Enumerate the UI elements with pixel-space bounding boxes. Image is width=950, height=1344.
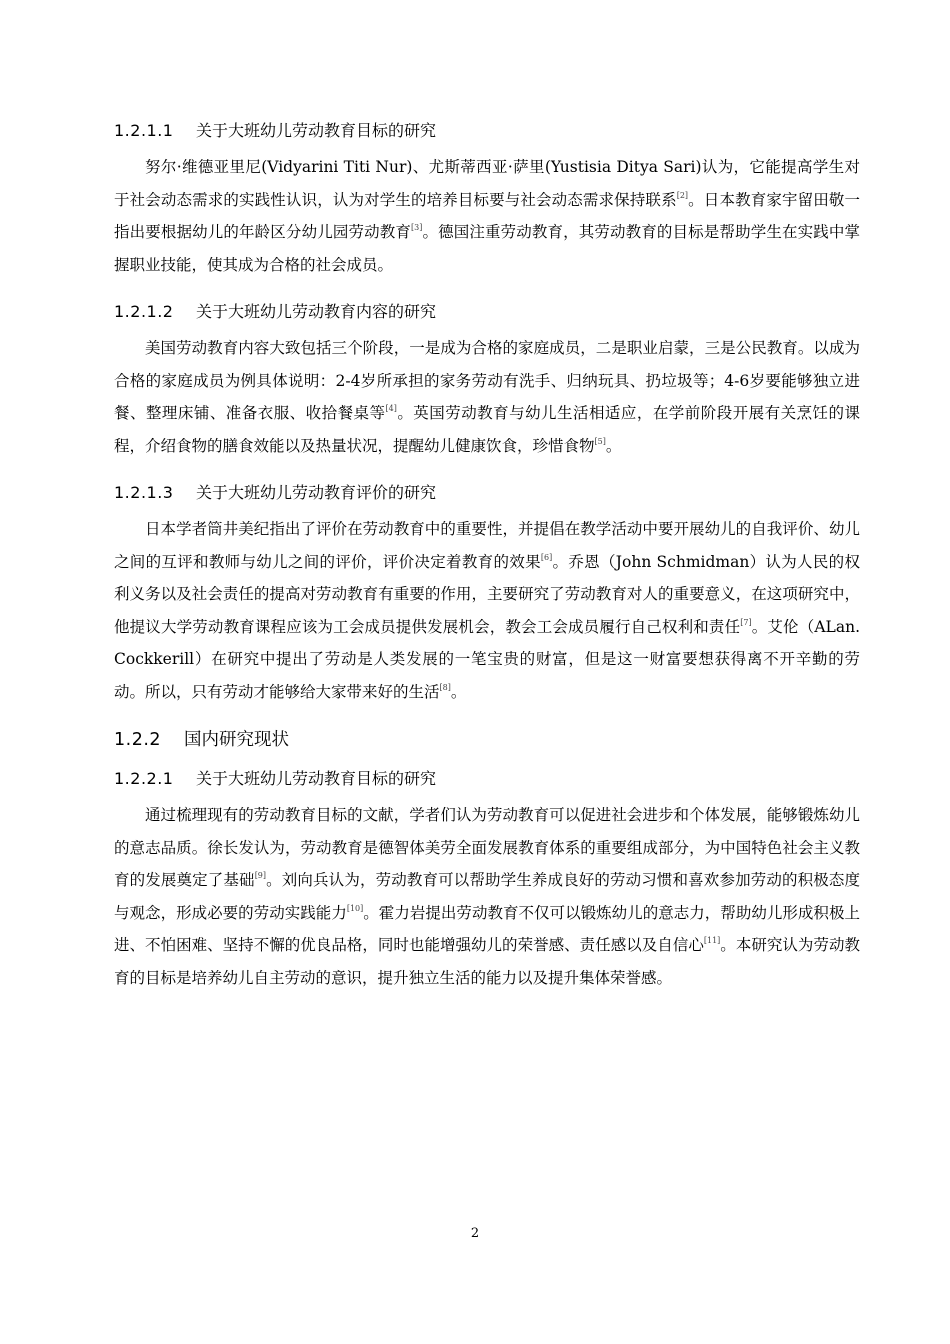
paragraph-text: 日本学者筒井美纪指出了评价在劳动教育中的重要性，并提倡在教学活动中要开展幼儿的自我评价、幼儿之间的互评和教师与幼儿之间的评价，评价决定着教育的效果: [114, 520, 860, 571]
section-number: 1.2.1.3: [114, 483, 174, 502]
section-number: 1.2.1.2: [114, 302, 174, 321]
page-number: 2: [470, 1226, 480, 1241]
paragraph-text: 。本研究认为劳动教育的目标是培养幼儿自主劳动的意识，提升独立生活的能力以及提升集体荣誉感。: [114, 936, 860, 987]
section-title: 关于大班幼儿劳动教育评价的研究: [196, 483, 437, 502]
paragraph-text: 通过梳理现有的劳动教育目标的文献，学者们认为劳动教育可以促进社会进步和个体发展，能够锻炼幼儿的意志品质。徐长发认为，劳动教育是德智体美劳全面发展教育体系的重要组成部分，为中国特色社会主义教育的发展奠定了基础: [114, 806, 860, 889]
paragraph-text: 美国劳动教育内容大致包括三个阶段，一是成为合格的家庭成员，二是职业启蒙，三是公民教育。以成为合格的家庭成员为例具体说明：2-4岁所承担的家务劳动有洗手、归纳玩具、扔垃圾等；4-6岁要能够独立进餐、整理床铺、准备衣服、收拾餐桌等: [114, 339, 860, 422]
citation-ref: [11]: [703, 936, 721, 945]
section-heading: [114, 765, 860, 793]
paragraph-text: 。德国注重劳动教育，其劳动教育的目标是帮助学生在实践中掌握职业技能，使其成为合格的社会成员。: [114, 223, 860, 274]
body-paragraph: [114, 513, 860, 708]
paragraph-text: 。霍力岩提出劳动教育不仅可以锻炼幼儿的意志力，帮助幼儿形成积极上进、不怕困难、坚持不懈的优良品格，同时也能增强幼儿的荣誉感、责任感以及自信心: [114, 903, 860, 954]
section-title: 关于大班幼儿劳动教育目标的研究: [196, 769, 437, 788]
paragraph-text: 。: [605, 436, 622, 455]
section-title: 关于大班幼儿劳动教育内容的研究: [196, 302, 437, 321]
subsection-heading: [114, 725, 860, 755]
section-heading: [114, 479, 860, 507]
section-title: 关于大班幼儿劳动教育目标的研究: [196, 121, 437, 140]
section-title: 国内研究现状: [184, 730, 289, 750]
paragraph-text: 。乔恩（John Schmidman）认为人民的权利义务以及社会责任的提高对劳动教育有重要的作用，主要研究了劳动教育对人的重要意义，在这项研究中，他提议大学劳动教育课程应该为工会成员提供发展机会，教会工会成员履行自己权利和责任: [114, 552, 860, 636]
section-heading: [114, 298, 860, 326]
citation-ref: [6]: [540, 552, 553, 562]
page-content: [114, 117, 860, 1011]
citation-ref: [4]: [385, 404, 397, 413]
paragraph-text: 。刘向兵认为，劳动教育可以帮助学生养成良好的劳动习惯和喜欢参加劳动的积极态度与观念，形成必要的劳动实践能力: [114, 871, 860, 922]
citation-ref: [3]: [410, 223, 423, 232]
paragraph-text: 努尔·维德亚里尼(Vidyarini Titi Nur)、尤斯蒂西亚·萨里(Yustisia Ditya Sari)认为，它能提高学生对于社会动态需求的实践性认识，认为对学生的培养目标要与社会动态需求保持联系: [114, 158, 860, 209]
paragraph-text: 。艾伦（ALan. Cockkerill）在研究中提出了劳动是人类发展的一笔宝贵的财富，但是这一财富要想获得离不开辛勤的劳动。所以，只有劳动才能够给大家带来好的生活: [114, 617, 860, 701]
body-paragraph: [114, 332, 860, 462]
citation-ref: [10]: [346, 903, 364, 913]
citation-ref: [5]: [594, 436, 606, 446]
paragraph-text: 。日本教育家宇留田敬一指出要根据幼儿的年龄区分幼儿园劳动教育: [114, 190, 860, 241]
section-number: 1.2.2.1: [114, 769, 174, 788]
citation-ref: [7]: [740, 617, 752, 627]
body-paragraph: [114, 151, 860, 281]
paragraph-text: 。英国劳动教育与幼儿生活相适应，在学前阶段开展有关烹饪的课程，介绍食物的膳食效能以及热量状况，提醒幼儿健康饮食，珍惜食物: [114, 404, 860, 455]
body-paragraph: [114, 799, 860, 994]
section-number: 1.2.2: [114, 730, 162, 750]
citation-ref: [8]: [439, 682, 451, 692]
section-heading: [114, 117, 860, 145]
citation-ref: [9]: [254, 871, 267, 880]
citation-ref: [2]: [676, 190, 689, 200]
section-number: 1.2.1.1: [114, 121, 174, 140]
paragraph-text: 。: [450, 682, 467, 701]
